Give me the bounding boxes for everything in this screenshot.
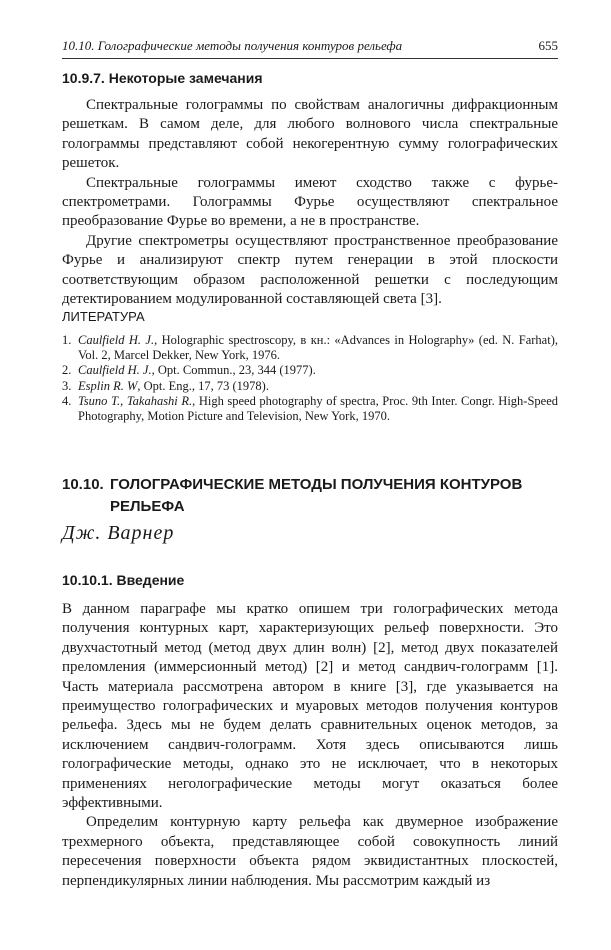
chapter-number: 10.10. [62, 476, 104, 493]
reference-list [62, 333, 558, 424]
paragraph: В данном параграфе мы кратко опишем три голографических метода получения контурных карт, характеризующих рельеф поверхности. Это двухчастотный метод (метод двух длин волн) [2], метод двух показателей преломления (иммерсионный метод) [2] и метод сандвич-голограмм [1]. Часть материала рассмотрена автором в книге [3], где указывается на преимущество голографических и муаровых методов получения контуров рельефа. Здесь мы не будем делать сравнительных оценок методов, за исключением сандвич-голограмм. Хотя здесь описываются лишь голографические методы, однако это не исключает, что в некоторых применениях неголографические методы могут оказаться более эффективными. [62, 601, 558, 812]
section-heading-10-9-7: 10.9.7. Некоторые замечания [62, 70, 263, 86]
paragraph: Другие спектрометры осуществляют пространственное преобразование Фурье и анализируют спектр путем генерации в этой плоскости соответствующим образом расположенной решетки с последующим детектированием модулированной составляющей света [3]. [62, 232, 558, 308]
literature-heading: ЛИТЕРАТУРА [62, 309, 145, 324]
chapter-author: Дж. Варнер [62, 522, 175, 544]
reference-item [62, 394, 558, 424]
reference-number: 3. [62, 378, 72, 393]
reference-item [62, 379, 558, 394]
reference-authors: Caulfield H. J. [78, 333, 155, 347]
paragraph: Спектральные голограммы по свойствам аналогичны дифракционным решеткам. В самом деле, для любого волнового числа спектральные голограммы представляют собой некогерентную сумму голографических решеток. [62, 97, 558, 172]
reference-text: , Opt. Eng., 17, 73 (1978). [137, 378, 269, 393]
reference-item [62, 363, 558, 378]
reference-authors: Caulfield H. J. [78, 363, 152, 378]
page-number: 655 [538, 38, 558, 53]
header-rule [62, 58, 558, 59]
chapter-heading [62, 474, 532, 518]
chapter-title: ГОЛОГРАФИЧЕСКИЕ МЕТОДЫ ПОЛУЧЕНИЯ КОНТУРОВ РЕЛЬЕФА [110, 476, 523, 515]
running-header [62, 38, 558, 54]
reference-number: 4. [62, 393, 72, 408]
reference-authors: Tsuno T., Takahashi R. [78, 393, 193, 408]
paragraph: Спектральные голограммы имеют сходство также с фурье-спектрометрами. Голограммы Фурье осуществляют спектральное преобразование Фурье во времени, а не в пространстве. [62, 174, 558, 230]
reference-text: , Opt. Commun., 23, 344 (1977). [151, 363, 316, 378]
reference-authors: Esplin R. W [78, 378, 138, 393]
running-title: 10.10. Голографические методы получения контуров рельефа [62, 38, 403, 53]
reference-item [62, 333, 558, 363]
section-10-9-7-body [62, 96, 558, 309]
section-heading-10-10-1: 10.10.1. Введение [62, 572, 185, 588]
paragraph: Определим контурную карту рельефа как двумерное изображение трехмерного объекта, представляющее собой совокупность линий пересечения поверхности объекта рядом эквидистантных плоскостей, перпендикулярных линии наблюдения. Мы рассмотрим каждый из [62, 814, 558, 889]
reference-text: , Holographic spectroscopy, в кн.: «Advances in Holography» (ed. N. Farhat), Vol. 2, Marcel Dekker, New York, 1976. [78, 333, 558, 363]
section-10-10-1-body [62, 600, 558, 891]
reference-number: 1. [62, 333, 72, 347]
reference-number: 2. [62, 363, 72, 378]
reference-text: , High speed photography of spectra, Proc. 9th Inter. Congr. High-Speed Photography, Motion Picture and Television, New York, 1970. [78, 393, 558, 424]
